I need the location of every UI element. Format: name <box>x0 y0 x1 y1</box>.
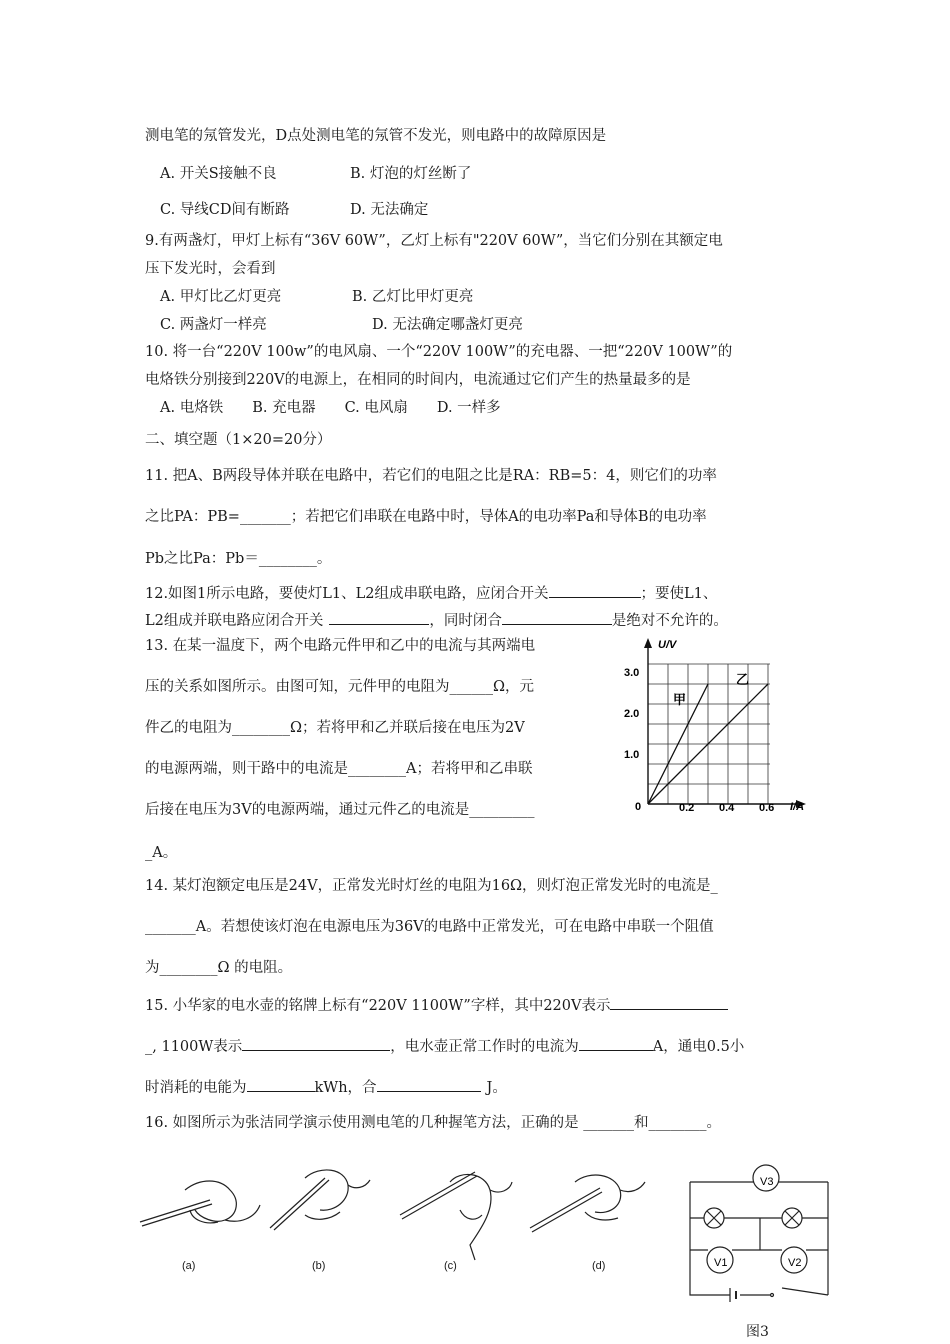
section-heading: 二、填空题（1×20=20分） <box>145 432 332 448</box>
q15-text: 15. 小华家的电水壶的铭牌上标有“220V 1100W”字样，其中220V表示 <box>145 998 611 1014</box>
q12-text: ；要使L1、 <box>640 586 718 602</box>
option-c: C. 两盏灯一样亮 <box>160 317 267 333</box>
q15-text: _, 1100W表示 <box>145 1039 243 1055</box>
question-13-cont: 件乙的电阻为________Ω；若将甲和乙并联后接在电压为2V <box>145 720 525 736</box>
q12-text: 是绝对不允许的。 <box>611 613 728 629</box>
question-15-cont <box>145 1036 744 1057</box>
y-tick-label: 3.0 <box>624 667 640 679</box>
question-12 <box>145 583 717 604</box>
y-tick-label: 1.0 <box>624 749 640 761</box>
option-a: A. 开关S接触不良 <box>160 166 277 182</box>
v2-label: V2 <box>788 1257 802 1269</box>
x-axis-label: I/A <box>790 801 805 813</box>
answer-blank[interactable] <box>549 583 641 598</box>
question-15 <box>145 995 728 1016</box>
question-12-cont <box>145 610 728 631</box>
option-b: B. 灯泡的灯丝断了 <box>350 166 472 182</box>
option-b: B. 乙灯比甲灯更亮 <box>352 289 474 305</box>
answer-blank[interactable] <box>377 1077 481 1092</box>
option-d: D. 无法确定 <box>350 202 429 218</box>
lamp-cross <box>785 1211 799 1225</box>
question-10: 10. 将一台“220V 100w”的电风扇、一个“220V 100W”的充电器、一把“220V 100W”的 <box>145 344 733 360</box>
circuit-diagram <box>682 1160 842 1310</box>
q12-text: L2组成并联电路应闭合开关 <box>145 613 324 629</box>
hand-sketch-a <box>140 1181 260 1226</box>
y-axis-label: U/V <box>658 639 677 651</box>
figure-label-c: (c) <box>444 1260 457 1272</box>
option-c: C. 导线CD间有断路 <box>160 202 290 218</box>
ui-graph <box>618 636 818 816</box>
hand-sketch-c <box>400 1172 512 1260</box>
y-axis-arrow <box>644 638 652 648</box>
x-tick-label: 0.4 <box>719 802 735 814</box>
origin-label: 0 <box>635 801 642 813</box>
text-line: 测电笔的氖管发光，D点处测电笔的氖管不发光，则电路中的故障原因是 <box>145 128 607 144</box>
q15-text: kWh，合 <box>314 1080 377 1096</box>
question-16: 16. 如图所示为张洁同学演示使用测电笔的几种握笔方法，正确的是 _______和________。 <box>145 1115 722 1131</box>
wire <box>782 1288 828 1295</box>
hand-sketch-d <box>530 1175 645 1232</box>
question-11-cont: Pb之比Pa：Pb＝________。 <box>145 551 332 567</box>
series-label-jia: 甲 <box>673 692 687 707</box>
question-13-cont: 后接在电压为3V的电源两端，通过元件乙的电流是_________ <box>145 802 535 818</box>
question-15-cont <box>145 1077 507 1098</box>
pen-grip-figures <box>130 1160 650 1280</box>
question-11: 11. 把A、B两段导体并联在电路中，若它们的电阻之比是RA：RB=5：4，则它们的功率 <box>145 468 717 484</box>
v1-label: V1 <box>714 1257 728 1269</box>
question-10-options: A. 电烙铁 B. 充电器 C. 电风扇 D. 一样多 <box>160 400 501 416</box>
answer-blank[interactable] <box>329 610 429 625</box>
figure-label-a: (a) <box>182 1260 196 1272</box>
option-a: A. 甲灯比乙灯更亮 <box>160 289 282 305</box>
question-14-cont: 为________Ω 的电阻。 <box>145 960 293 976</box>
answer-blank[interactable] <box>610 995 728 1010</box>
v3-label: V3 <box>760 1176 774 1188</box>
question-9: 9.有两盏灯，甲灯上标有“36V 60W”，乙灯上标有"220V 60W”，当它们分别在其额定电 <box>145 233 723 249</box>
q12-text: ，同时闭合 <box>429 613 502 629</box>
option-d: D. 无法确定哪盏灯更亮 <box>372 317 523 333</box>
y-tick-label: 2.0 <box>624 708 640 720</box>
question-14-cont: _______A。若想使该灯泡在电源电压为36V的电路中正常发光，可在电路中串联一个阻值 <box>145 919 714 935</box>
figure-label-b: (b) <box>312 1260 326 1272</box>
figure-caption: 图3 <box>746 1324 769 1340</box>
question-14: 14. 某灯泡额定电压是24V，正常发光时灯丝的电阻为16Ω，则灯泡正常发光时的电流是_ <box>145 878 718 894</box>
question-9-cont: 压下发光时，会看到 <box>145 261 276 277</box>
wire <box>690 1182 730 1295</box>
series-label-yi: 乙 <box>736 672 750 687</box>
answer-blank[interactable] <box>502 610 612 625</box>
x-tick-label: 0.2 <box>679 802 695 814</box>
question-13-cont: 的电源两端，则干路中的电流是________A；若将甲和乙串联 <box>145 761 533 777</box>
x-tick-label: 0.6 <box>759 802 775 814</box>
question-13-cont: _A。 <box>145 845 178 861</box>
q15-text: ，电水壶正常工作时的电流为 <box>390 1039 579 1055</box>
q15-text: A，通电0.5小 <box>652 1039 745 1055</box>
answer-blank[interactable] <box>579 1036 653 1051</box>
switch-contact <box>771 1294 774 1297</box>
figure-label-d: (d) <box>592 1260 606 1272</box>
q12-text: 12.如图1所示电路，要使灯L1、L2组成串联电路，应闭合开关 <box>145 586 549 602</box>
question-11-cont: 之比PA：PB=_______；若把它们串联在电路中时，导体A的电功率Pa和导体B的电功率 <box>145 509 707 525</box>
lamp-cross <box>707 1211 721 1225</box>
question-13-cont: 压的关系如图所示。由图可知，元件甲的电阻为______Ω，元 <box>145 679 535 695</box>
question-13: 13. 在某一温度下，两个电路元件甲和乙中的电流与其两端电 <box>145 638 536 654</box>
answer-blank[interactable] <box>242 1036 390 1051</box>
q15-text: J。 <box>486 1080 507 1096</box>
graph-grid <box>648 664 770 804</box>
q15-text: 时消耗的电能为 <box>145 1080 247 1096</box>
hand-sketch-b <box>270 1170 370 1230</box>
question-10-cont: 电烙铁分别接到220V的电源上，在相同的时间内，电流通过它们产生的热量最多的是 <box>145 372 691 388</box>
answer-blank[interactable] <box>247 1077 315 1092</box>
